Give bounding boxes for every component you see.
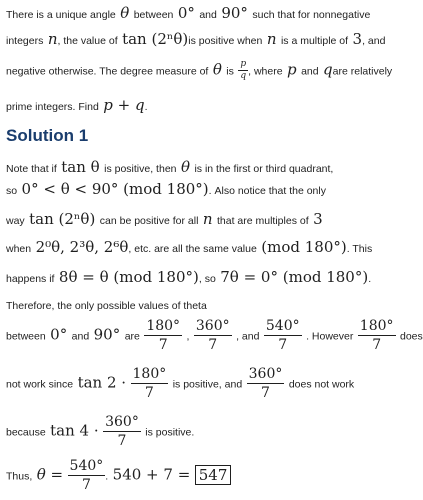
solution-line-5: happens if 8θ = θ (mod 180°), so 7θ = 0° (mod 180°). — [6, 268, 372, 286]
solution-line-1: Note that if tan θ is positive, then θ is in the first or third quadrant, — [6, 158, 334, 176]
problem-line-2: integers n, the value of tan (2ⁿθ)is positive when n is a multiple of 3, and — [6, 30, 386, 48]
solution-line-10: Thus, θ = $\frac{540^\circ}{7}$ . 540 + 7 = 547 — [6, 458, 231, 493]
range-inequality: 0° < θ < 90° (mod 180°) — [21, 180, 209, 198]
solution-line-9: because tan 4 · $\frac{360^\circ}{7}$ is positive. — [6, 414, 195, 449]
solution-line-6: Therefore, the only possible values of theta — [6, 300, 207, 312]
fraction-540-over-7: $\frac{540^\circ}{7}$ — [265, 318, 300, 353]
tan-expression: tan (2ⁿθ) — [122, 30, 189, 48]
theta-symbol: θ — [120, 4, 130, 22]
fraction-540-over-7-b: $\frac{540^\circ}{7}$ — [69, 458, 104, 493]
fraction-180-over-7: $\frac{180^\circ}{7}$ — [146, 318, 181, 353]
equation-8theta: 8θ = θ (mod 180°) — [58, 268, 199, 286]
solution-line-3: way tan (2ⁿθ) can be positive for all n that are multiples of 3 — [6, 210, 323, 228]
solution-line-4: when 2⁰θ, 2³θ, 2⁶θ, etc. are all the same value (mod 180°). This — [6, 238, 373, 256]
problem-line-3: negative otherwise. The degree measure of θ is $\frac{p}{q}$ , where p and qare relatively — [6, 59, 393, 81]
fraction-180-over-7-b: $\frac{180^\circ}{7}$ — [359, 318, 394, 353]
powers-expression: 2⁰θ, 2³θ, 2⁶θ — [35, 238, 129, 256]
problem-line-4: prime integers. Find p + q. — [6, 96, 148, 114]
fraction-p-over-q: $\frac{p}{q}$ — [240, 59, 247, 81]
solution-line-2: so 0° < θ < 90° (mod 180°). Also notice that the only — [6, 180, 326, 198]
equation-7theta: 7θ = 0° (mod 180°) — [220, 268, 369, 286]
solution-line-7: between 0° and 90° are $\frac{180^\circ}{7}$ , $\frac{360^\circ}{7}$ , and $\frac{540^\circ}{7}$ . However $\frac{180^\circ}{7}$ does — [6, 318, 423, 353]
fraction-360-over-7: $\frac{360^\circ}{7}$ — [195, 318, 230, 353]
solution-heading: Solution 1 — [6, 126, 89, 145]
fraction-180-over-7-c: $\frac{180^\circ}{7}$ — [132, 366, 167, 401]
fraction-360-over-7-b: $\frac{360^\circ}{7}$ — [248, 366, 283, 401]
fraction-360-over-7-c: $\frac{360^\circ}{7}$ — [105, 414, 139, 449]
problem-line-1: There is a unique angle θ between 0° and 90° such that for nonnegative — [6, 4, 371, 22]
answer-box: 547 — [195, 465, 232, 485]
solution-line-8: not work since tan 2 · $\frac{180^\circ}{7}$ is positive, and $\frac{360^\circ}{7}$ does not work — [6, 366, 355, 401]
